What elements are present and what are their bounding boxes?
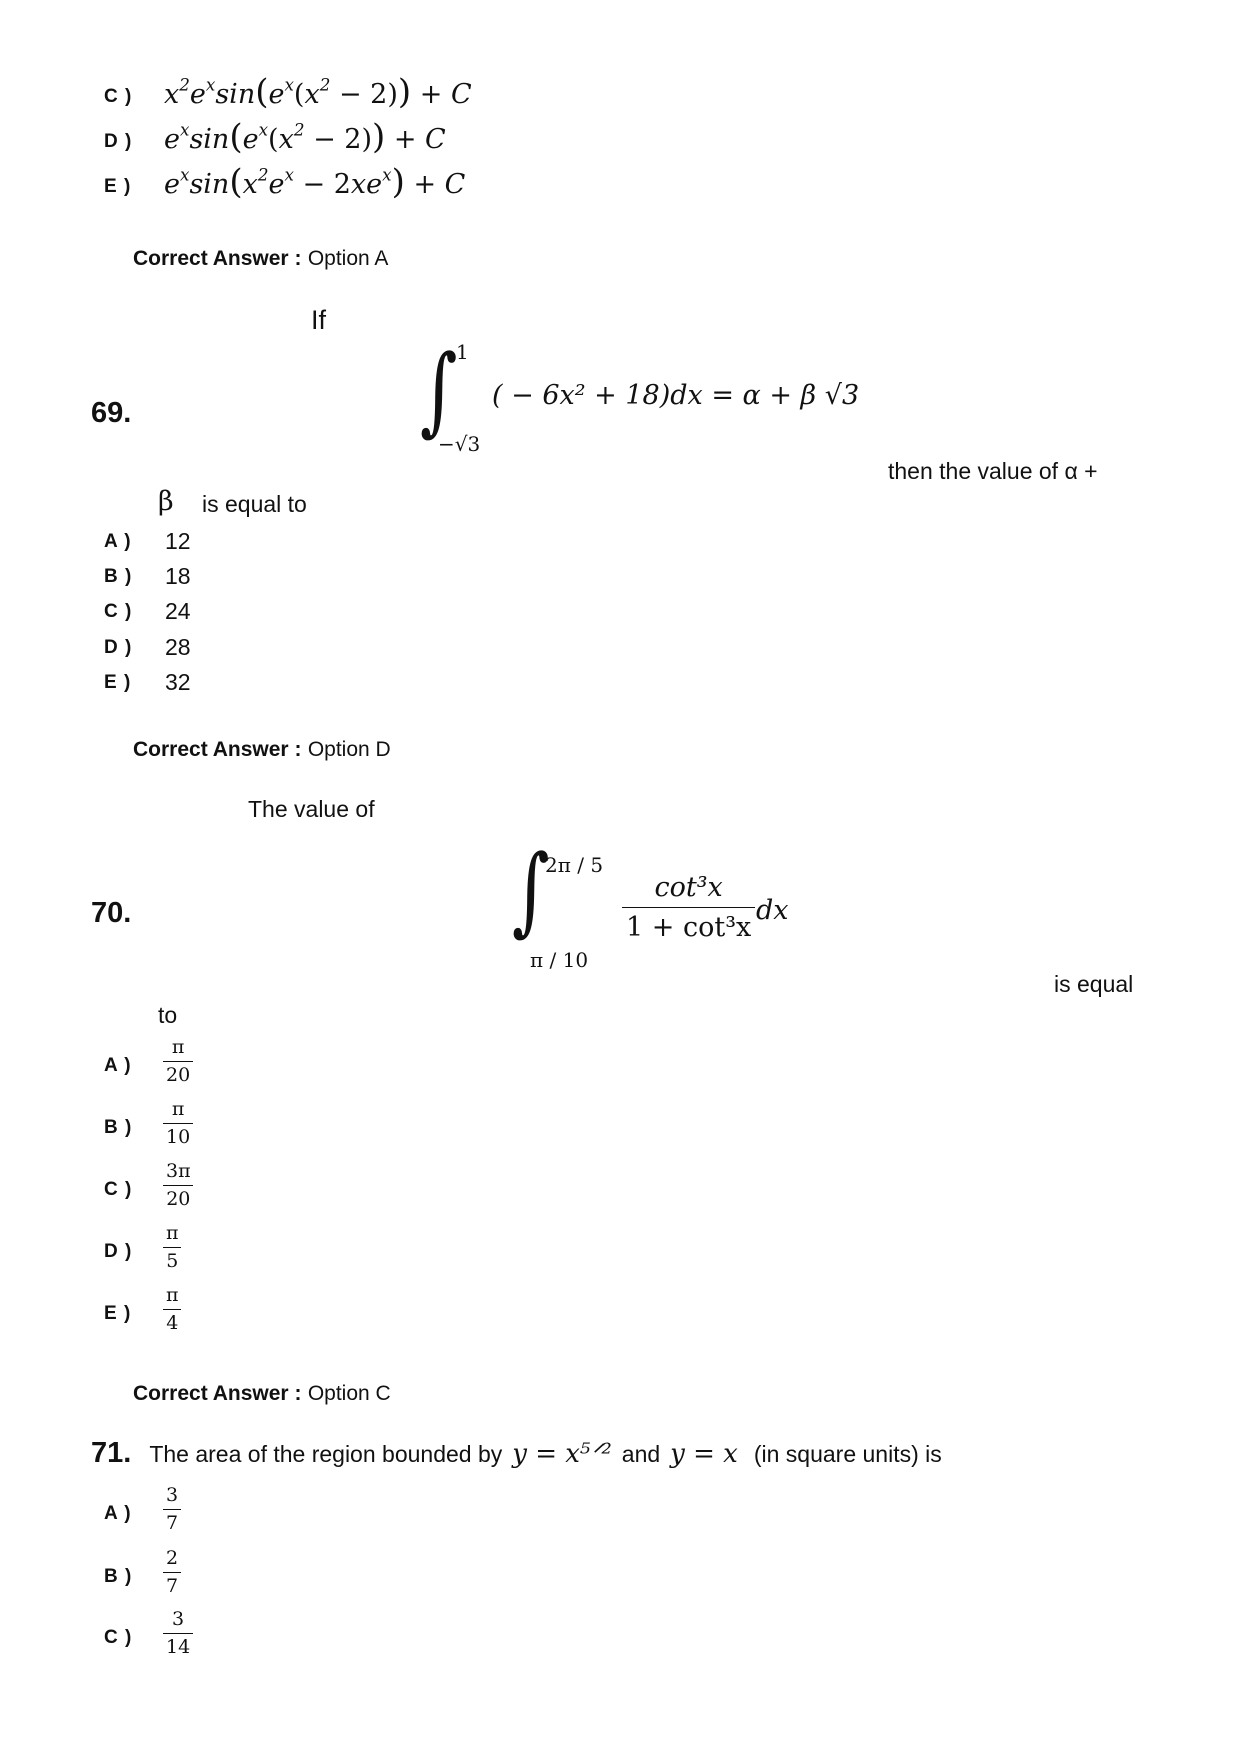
option-value: 32 — [165, 669, 191, 695]
option-label: B ) — [104, 1566, 133, 1587]
numerator: cot³x — [654, 872, 723, 903]
option-label: C ) — [104, 1627, 133, 1648]
question-71 — [91, 1437, 942, 1470]
option-label: E ) — [104, 176, 132, 197]
question-suffix: is equal — [1054, 971, 1134, 997]
lower-limit: π / 10 — [530, 948, 589, 972]
option-fraction: $\frac{3}{7}$ — [163, 1484, 181, 1535]
question-continuation: is equal to — [202, 491, 307, 517]
correct-answer: Correct Answer : Option A — [133, 247, 389, 270]
option-label: B ) — [104, 1117, 133, 1138]
option-expression: $x^2e^x\sin(e^x(x^2 - 2)) + C$ — [164, 72, 472, 112]
option-fraction: $\frac{2}{7}$ — [163, 1547, 181, 1598]
question-prefix: If — [311, 305, 327, 335]
question-prefix: The value of — [248, 796, 375, 822]
option-value: 24 — [165, 598, 191, 624]
option-value: 18 — [165, 563, 191, 589]
integral-sign: ∫ — [420, 334, 458, 446]
option-label: D ) — [104, 1241, 133, 1262]
option-fraction: $\frac{\pi}{20}$ — [163, 1036, 193, 1087]
option-fraction: $\frac{\pi}{4}$ — [163, 1284, 182, 1335]
option-label: A ) — [104, 1055, 132, 1076]
curve-1: y = x⁵ᐟ² — [512, 1439, 612, 1469]
option-label: E ) — [104, 1303, 132, 1324]
option-value: 28 — [165, 634, 191, 660]
question-number: 71. — [91, 1437, 132, 1469]
question-number: 70. — [91, 897, 132, 929]
option-expression: $e^x\sin(x^2e^x - 2xe^x) + C$ — [164, 162, 466, 202]
beta-symbol: β — [158, 486, 174, 517]
integrand-fraction — [622, 872, 755, 943]
question-text: (in square units) is — [753, 1441, 942, 1467]
question-continuation: to — [158, 1002, 178, 1028]
question-number: 69. — [91, 397, 132, 429]
integrand: ( − 6x² + 18)dx = α + β √3 — [492, 380, 860, 411]
option-label: D ) — [104, 637, 133, 658]
correct-answer: Correct Answer : Option D — [133, 738, 391, 761]
option-label: A ) — [104, 1503, 132, 1524]
option-label: C ) — [104, 86, 133, 107]
curve-2: y = x — [670, 1439, 738, 1469]
option-fraction: $\frac{\pi}{10}$ — [163, 1098, 193, 1149]
lower-limit: −√3 — [438, 432, 481, 456]
correct-answer: Correct Answer : Option C — [133, 1382, 391, 1405]
option-label: D ) — [104, 131, 133, 152]
option-label: A ) — [104, 531, 132, 552]
question-text: The area of the region bounded by — [149, 1441, 503, 1467]
upper-limit: 2π / 5 — [545, 853, 604, 877]
option-value: 12 — [165, 528, 191, 554]
option-label: E ) — [104, 672, 132, 693]
question-text: and — [621, 1441, 661, 1467]
option-fraction: $\frac{\pi}{5}$ — [163, 1222, 182, 1273]
option-fraction: $\frac{3}{14}$ — [163, 1608, 193, 1659]
option-label: C ) — [104, 601, 133, 622]
differential: dx — [756, 895, 789, 926]
question-suffix: then the value of α + — [888, 458, 1098, 484]
option-label: B ) — [104, 566, 133, 587]
option-fraction: $\frac{3\pi}{20}$ — [163, 1160, 194, 1211]
denominator: 1 + cot³x — [622, 907, 755, 943]
upper-limit: 1 — [456, 340, 469, 364]
option-label: C ) — [104, 1179, 133, 1200]
integral-sign: ∫ — [512, 834, 550, 946]
option-expression: $e^x\sin(e^x(x^2 - 2)) + C$ — [164, 117, 446, 157]
